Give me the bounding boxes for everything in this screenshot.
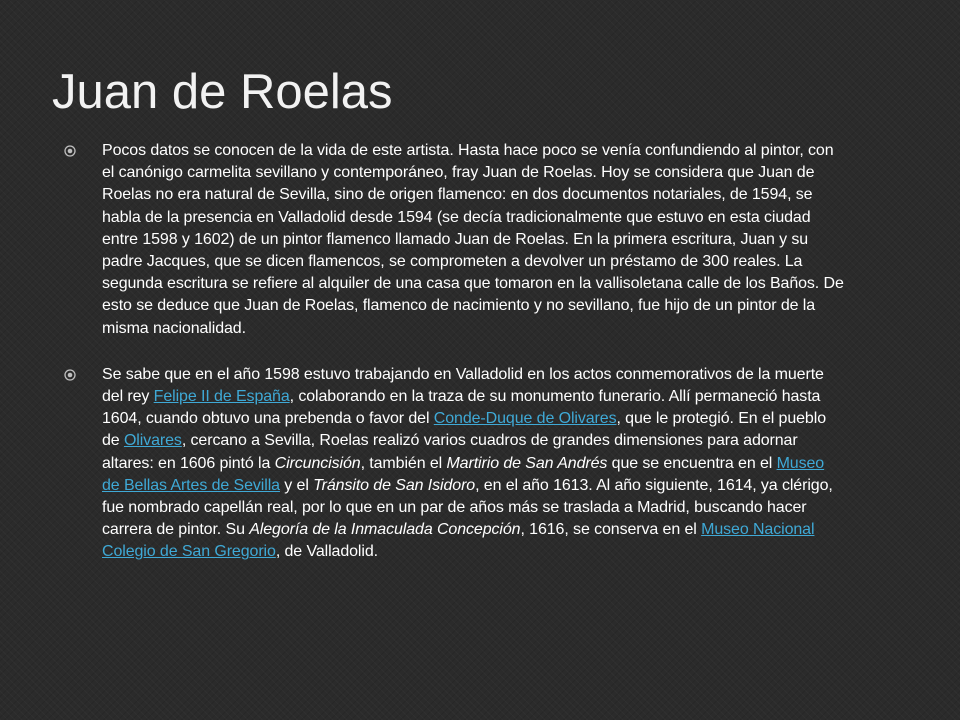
circled-dot-bullet-icon — [64, 369, 76, 381]
artwork-title: Tránsito de San Isidoro — [313, 476, 476, 494]
artwork-title: Circuncisión — [274, 454, 361, 472]
paragraph-text: que se encuentra en el — [607, 454, 777, 472]
artwork-title: Martirio de San Andrés — [446, 454, 608, 472]
artwork-title: Alegoría de la Inmaculada Concepción — [249, 521, 521, 539]
link-olivares[interactable]: Olivares — [123, 432, 182, 450]
paragraph-text: , 1616, se conserva en el — [520, 521, 702, 539]
paragraph-text: , cercano a Sevilla, Roelas realizó varios cuadros de grandes dimensiones para adornar altares: en 1606 pintó la — [102, 432, 798, 472]
paragraph-text: , de Valladolid. — [275, 543, 378, 561]
link-conde-duque-de-olivares[interactable]: Conde-Duque de Olivares — [433, 410, 617, 428]
bullet-item-biography — [64, 140, 844, 340]
paragraph-text: Pocos datos se conocen de la vida de este artista. Hasta hace poco se venía confundiendo al pintor, con el canónigo carmelita sevillano y contemporáneo, fray Juan de Roelas. Hoy se considera que Juan de Roelas no era natural de Sevilla, sino de origen flamenco: en dos documentos notariales, de 1594, se habla de la presencia en Valladolid desde 1594 (se decía tradicionalmente que estuvo en esta ciudad entre 1598 y 1602) de un pintor flamenco llamado Juan de Roelas. En la primera escritura, Juan y su padre Jacques, que se dicen flamencos, se comprometen a devolver un préstamo de 300 reales. La segunda escritura se refiere al alquiler de una casa que tomaron en la vallisoletana calle de los Baños. De esto se deduce que Juan de Roelas, flamenco de nacimiento y no sevillano, fue hijo de un pintor de la misma nacionalidad. — [102, 142, 844, 337]
bullet-list — [64, 140, 844, 564]
slide-title: Juan de Roelas — [52, 65, 393, 119]
circled-dot-bullet-icon — [64, 145, 76, 157]
paragraph-text: y el — [279, 476, 314, 494]
link-museo-bellas-artes-sevilla[interactable]: Museo de Bellas Artes de Sevilla — [102, 454, 825, 494]
paragraph-text: Se sabe que en el año 1598 estuvo trabajando en Valladolid en los actos conmemorativos de la muerte del rey — [102, 365, 824, 406]
paragraph-text: , que le protegió. En el pueblo de — [102, 410, 826, 450]
bullet-item-career — [64, 364, 844, 564]
link-museo-nacional-san-gregorio[interactable]: Museo Nacional Colegio de San Gregorio — [102, 521, 815, 561]
paragraph-text: , colaborando en la traza de su monumento funerario. Allí permaneció hasta 1604, cuando obtuvo una prebenda o favor del — [102, 388, 821, 428]
paragraph-text: , también el — [360, 454, 447, 472]
paragraph-text: , en el año 1613. Al año siguiente, 1614, ya clérigo, fue nombrado capellán real, por lo que en un par de años más se traslada a Madrid, buscando hacer carrera de pintor. Su — [102, 476, 833, 539]
link-felipe-ii[interactable]: Felipe II de España — [153, 388, 290, 406]
